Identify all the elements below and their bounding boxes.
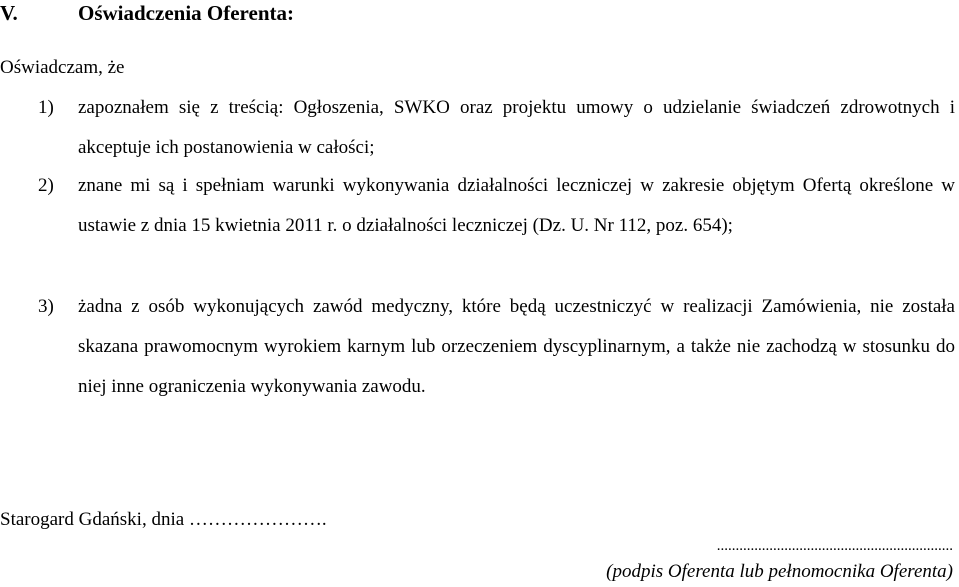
- signature-line: ...............................................................: [716, 538, 953, 554]
- section-title: Oświadczenia Oferenta:: [78, 1, 294, 25]
- item-text: znane mi są i spełniam warunki wykonywania działalności leczniczej w zakresie objętym Ofertą określone w ustawie z dnia 15 kwietnia 2011 r. o działalności leczniczej (Dz. U. Nr 112, poz. 654);: [78, 175, 955, 236]
- section-number: V.: [0, 1, 18, 25]
- item-text: żadna z osób wykonujących zawód medyczny, które będą uczestniczyć w realizacji Zamówienia, nie została skazana prawomocnym wyrokiem karnym lub orzeczeniem dyscyplinarnym, a także nie zachodzą w stosunku do niej inne ograniczenia wykonywania zawodu.: [78, 296, 955, 397]
- signature-caption: (podpis Oferenta lub pełnomocnika Oferenta): [606, 561, 953, 582]
- item-number: 3): [38, 296, 54, 317]
- place-date-line: Starogard Gdański, dnia ………………….: [0, 509, 327, 530]
- item-text: zapoznałem się z treścią: Ogłoszenia, SWKO oraz projektu umowy o udzielanie świadczeń zdrowotnych i akceptuje ich postanowienia w całości;: [78, 97, 955, 158]
- item-number: 2): [38, 175, 54, 196]
- item-number: 1): [38, 97, 54, 118]
- intro-statement: Oświadczam, że: [0, 57, 125, 78]
